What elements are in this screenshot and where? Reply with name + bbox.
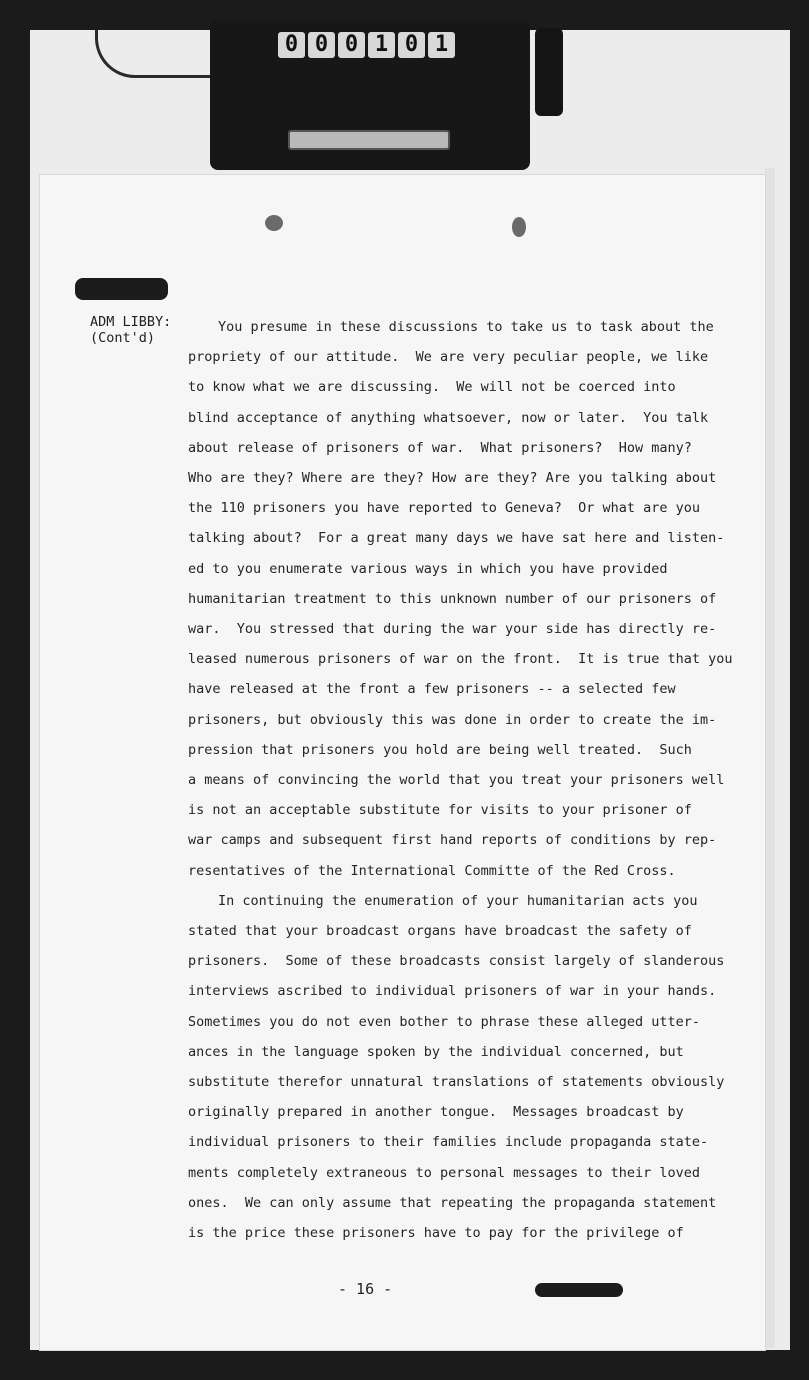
text-line: blind acceptance of anything whatsoever, now or later. You talk (188, 409, 709, 426)
counter-digit: 1 (428, 32, 455, 58)
frame-counter-digits (278, 32, 455, 58)
text-line: ments completely extraneous to personal messages to their loved (188, 1164, 701, 1181)
text-line: substitute therefor unnatural translations of statements obviously (188, 1074, 725, 1091)
counter-digit: 0 (338, 32, 365, 58)
punch-hole-mark (512, 217, 526, 237)
counter-digit: 0 (398, 32, 425, 58)
counter-cable (95, 30, 218, 78)
text-line: a means of convincing the world that you treat your prisoners well (188, 772, 725, 789)
speaker-name: ADM LIBBY: (90, 314, 172, 330)
text-line: pression that prisoners you hold are being well treated. Such (188, 741, 692, 758)
text-line: ones. We can only assume that repeating the propaganda statement (188, 1194, 717, 1211)
counter-digit: 0 (278, 32, 305, 58)
text-line: interviews ascribed to individual prisoners of war in your hands. (188, 983, 717, 1000)
text-line: In continuing the enumeration of your humanitarian acts you (218, 892, 698, 909)
text-line: war camps and subsequent first hand reports of conditions by rep- (188, 832, 717, 849)
counter-knob (535, 28, 563, 116)
text-line: have released at the front a few prisoners -- a selected few (188, 681, 676, 698)
text-line: humanitarian treatment to this unknown number of our prisoners of (188, 590, 717, 607)
text-line: about release of prisoners of war. What prisoners? How many? (188, 439, 692, 456)
text-line: war. You stressed that during the war your side has directly re- (188, 621, 717, 638)
text-line: resentatives of the International Committe of the Red Cross. (188, 862, 676, 879)
text-line: propriety of our attitude. We are very peculiar people, we like (188, 349, 709, 366)
text-line: ances in the language spoken by the individual concerned, but (188, 1043, 684, 1060)
text-line: stated that your broadcast organs have broadcast the safety of (188, 923, 692, 940)
text-line: is the price these prisoners have to pay for the privilege of (188, 1225, 684, 1242)
text-line: prisoners. Some of these broadcasts consist largely of slanderous (188, 953, 725, 970)
speech-body (188, 312, 733, 1248)
text-line: is not an acceptable substitute for visits to your prisoner of (188, 802, 692, 819)
page-number: - 16 - (338, 1280, 393, 1298)
text-line: to know what we are discussing. We will not be coerced into (188, 379, 676, 396)
text-line: ed to you enumerate various ways in which you have provided (188, 560, 668, 577)
speaker-continued: (Cont'd) (90, 330, 156, 346)
text-line: You presume in these discussions to take us to task about the (218, 319, 714, 335)
text-line: Who are they? Where are they? How are they? Are you talking about (188, 470, 717, 487)
text-line: prisoners, but obviously this was done in order to create the im- (188, 711, 717, 728)
text-line: talking about? For a great many days we have sat here and listen- (188, 530, 725, 547)
punch-hole-mark (265, 215, 283, 231)
redaction-mark (535, 1283, 623, 1297)
counter-label-plate (288, 130, 450, 150)
text-line: originally prepared in another tongue. Messages broadcast by (188, 1104, 684, 1121)
text-line: individual prisoners to their families include propaganda state- (188, 1134, 709, 1151)
counter-digit: 0 (308, 32, 335, 58)
page-edge (765, 168, 775, 1348)
text-line: leased numerous prisoners of war on the front. It is true that you (188, 651, 733, 668)
redaction-mark (75, 278, 168, 300)
counter-digit: 1 (368, 32, 395, 58)
speaker-label (90, 314, 171, 346)
text-line: the 110 prisoners you have reported to Geneva? Or what are you (188, 500, 701, 517)
text-line: Sometimes you do not even bother to phrase these alleged utter- (188, 1013, 701, 1030)
